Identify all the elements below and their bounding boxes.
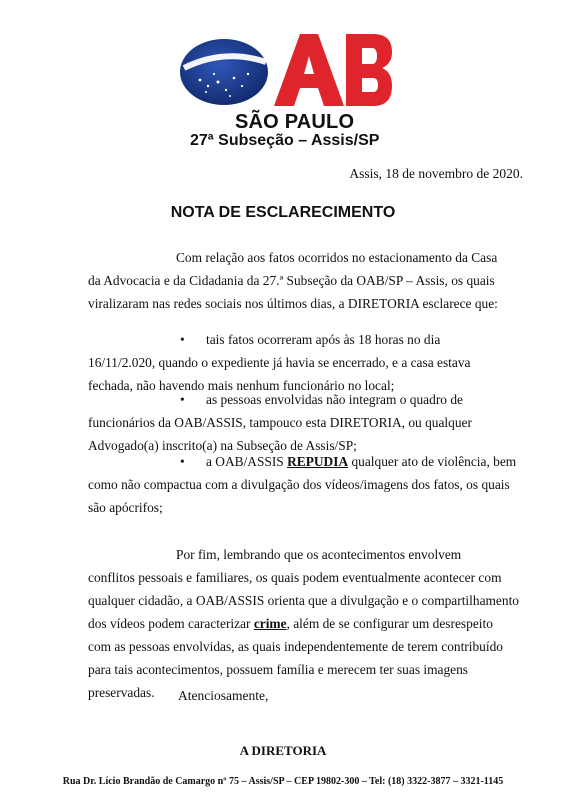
bullet-text: são apócrifos;: [88, 500, 163, 515]
conclusion-line: para tais acontecimentos, possuem família e merecem ter suas imagens: [88, 662, 469, 677]
intro-line: da Advocacia e da Cidadania da 27.ª Subseção da OAB/SP – Assis, os quais: [88, 273, 495, 288]
bullet-text: 16/11/2.020, quando o expediente já havia se encerrado, e a casa estava: [88, 355, 471, 370]
bullet-icon: •: [180, 332, 185, 347]
bullet-text: como não compactua com a divulgação dos vídeos/imagens dos fatos, os quais: [88, 477, 510, 492]
bullet-icon: •: [180, 392, 185, 407]
bullet-item: [88, 450, 520, 519]
bullet-text: a OAB/ASSIS: [206, 454, 288, 469]
conclusion-text: dos vídeos podem caracterizar: [88, 616, 254, 631]
header-state: SÃO PAULO: [235, 111, 355, 133]
header-subsection: 27ª Subseção – Assis/SP: [190, 132, 380, 149]
intro-line: viralizaram nas redes sociais nos últimos dias, a DIRETORIA esclarece que:: [88, 296, 498, 311]
document-title: NOTA DE ESCLARECIMENTO: [170, 204, 396, 221]
crime-emphasis: crime: [253, 616, 287, 631]
conclusion-line: [88, 612, 520, 635]
conclusion-text: , além de se configurar um desrespeito: [286, 616, 493, 631]
bullet-text: as pessoas envolvidas não integram o quadro de: [206, 392, 463, 407]
bullet-text: funcionários da OAB/ASSIS, tampouco esta DIRETORIA, ou qualquer: [88, 415, 472, 430]
date-line: Assis, 18 de novembro de 2020.: [349, 166, 523, 181]
bullet-text: fechada, não havendo mais nenhum funcionário no local;: [88, 378, 395, 393]
bullet-item: [88, 388, 520, 457]
conclusion-line: qualquer cidadão, a OAB/ASSIS orienta que a divulgação e o compartilhamento: [88, 593, 519, 608]
oab-logo-icon: [178, 28, 393, 110]
footer-address: Rua Dr. Lício Brandão de Camargo nº 75 – Assis/SP – CEP 19802-300 – Tel: (18) 3322-3877 – 3321-1145: [62, 776, 504, 787]
conclusion-line: preservadas.: [88, 685, 155, 700]
repudia-emphasis: REPUDIA: [287, 454, 349, 469]
bullet-text: qualquer ato de violência, bem: [348, 454, 517, 469]
signature: A DIRETORIA: [239, 743, 327, 758]
conclusion-paragraph: [88, 543, 520, 704]
conclusion-line: com as pessoas envolvidas, as quais independentemente de terem contribuído: [88, 639, 503, 654]
conclusion-line: conflitos pessoais e familiares, os quais podem eventualmente acontecer com: [88, 570, 502, 585]
bullet-text: Advogado(a) inscrito(a) na Subseção de Assis/SP;: [88, 438, 357, 453]
intro-line: Com relação aos fatos ocorridos no estacionamento da Casa: [176, 250, 498, 265]
bullet-item: [88, 328, 520, 397]
closing: Atenciosamente,: [178, 688, 269, 703]
intro-paragraph: [88, 246, 520, 315]
bullet-text: tais fatos ocorreram após às 18 horas no dia: [206, 332, 441, 347]
conclusion-line: Por fim, lembrando que os acontecimentos envolvem: [176, 547, 462, 562]
bullet-icon: •: [180, 454, 185, 469]
